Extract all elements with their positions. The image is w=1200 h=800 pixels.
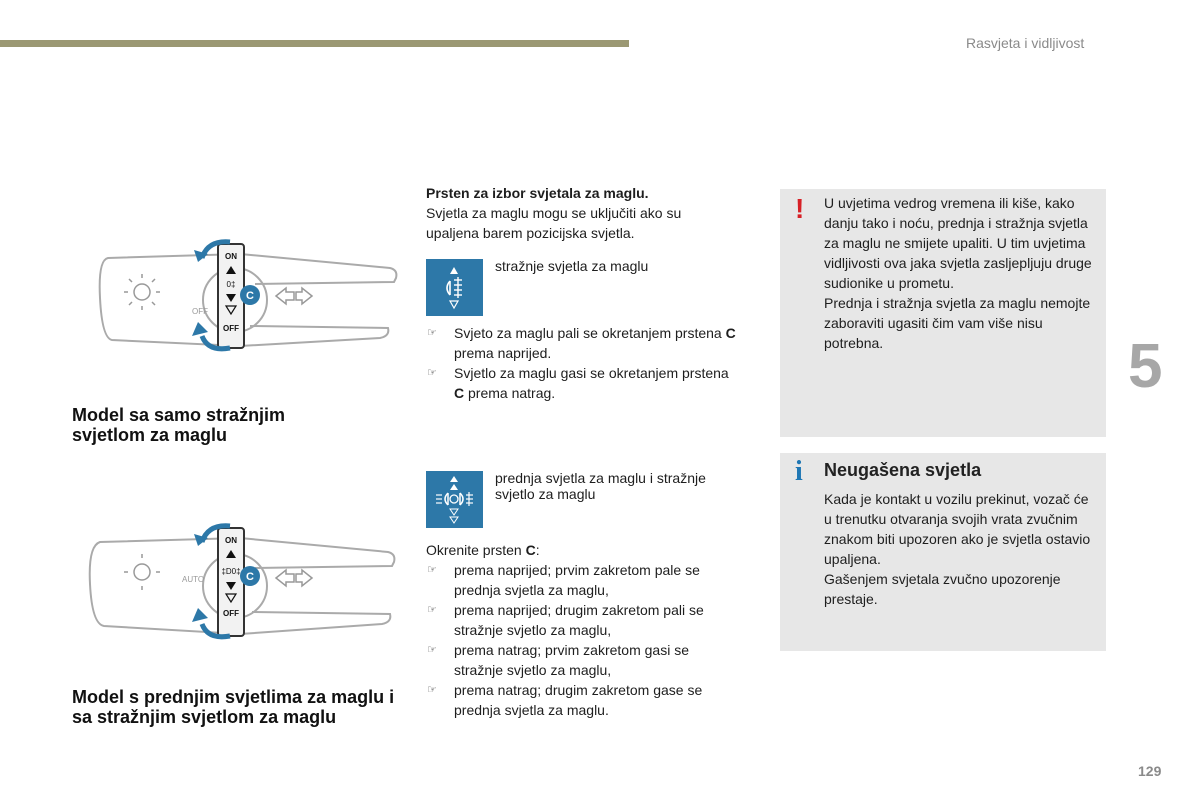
stalk-off-label: OFF	[223, 609, 239, 618]
svg-text:0‡: 0‡	[226, 280, 236, 289]
pointing-hand-icon: ☞	[427, 367, 437, 379]
info-text	[824, 489, 1100, 609]
info-paragraph: Kada je kontakt u vozilu prekinut, vozač će u trenutku otvaranja svojih vrata zvučnim znakom biti upozoren ako je svjetla ostavio upaljena.	[824, 491, 1091, 567]
light-stalk-illustration-front-rear	[70, 512, 400, 662]
rear-only-bullet-list	[426, 323, 736, 403]
front-rear-fog-light-icon	[426, 471, 483, 528]
pointing-hand-icon: ☞	[427, 327, 437, 339]
rear-fog-light-icon	[426, 259, 483, 316]
pointing-hand-icon: ☞	[427, 564, 437, 576]
warning-text	[824, 193, 1100, 353]
ring-title: Prsten za izbor svjetala za maglu.	[426, 185, 649, 201]
list-item: ☞ Svjeto za maglu pali se okretanjem prstena C prema naprijed.	[427, 325, 736, 361]
warning-paragraph: U uvjetima vedrog vremena ili kiše, kako danju tako i noću, prednja i stražnja svjetla za maglu ne smijete upaliti. U tim uvjetima vidljivosti ova jaka svjetla zasljepljuju druge sudionike u prometu.	[824, 195, 1092, 291]
info-paragraph: Gašenjem svjetala zvučno upozorenje prestaje.	[824, 571, 1061, 607]
page-number: 129	[1138, 763, 1162, 779]
svg-text:‡D0‡: ‡D0‡	[221, 567, 241, 576]
section-title: Rasvjeta i vidljivost	[966, 35, 1085, 51]
stalk-off-label: OFF	[223, 324, 239, 333]
list-item: ☞ Svjetlo za maglu gasi se okretanjem prstena C prema natrag.	[427, 365, 729, 401]
info-title: Neugašena svjetla	[824, 460, 982, 480]
front-rear-bullet-list	[426, 560, 736, 720]
ring-c-label: C	[246, 571, 254, 583]
rear-fog-light-caption: stražnje svjetla za maglu	[495, 258, 649, 274]
list-item: ☞ prema natrag; drugim zakretom gase se prednja svjetla za maglu.	[427, 682, 703, 718]
rotate-ring-intro: Okrenite prsten C:	[426, 542, 540, 558]
light-stalk-illustration-rear	[90, 228, 400, 368]
front-rear-fog-light-caption: prednja svjetla za maglu i stražnje svjetlo za maglu	[495, 470, 706, 502]
warning-paragraph: Prednja i stražnja svjetla za maglu nemojte zaboraviti ugasiti čim vam više nisu potrebna.	[824, 295, 1091, 351]
info-icon: i	[795, 456, 803, 487]
top-rule	[0, 40, 629, 47]
pointing-hand-icon: ☞	[427, 644, 437, 656]
model-title-front-rear: Model s prednjim svjetlima za maglu i sa stražnjim svjetlom za maglu	[72, 687, 395, 727]
chapter-number: 5	[1128, 332, 1163, 401]
ring-description: Svjetla za maglu mogu se uključiti ako su upaljena barem pozicijska svjetla.	[426, 205, 682, 241]
pointing-hand-icon: ☞	[427, 684, 437, 696]
stalk-on-label: ON	[225, 252, 237, 261]
stalk-on-label: ON	[225, 536, 237, 545]
list-item: ☞ prema naprijed; prvim zakretom pale se prednja svjetla za maglu,	[427, 562, 700, 598]
ring-c-label: C	[246, 290, 254, 302]
svg-text:OFF: OFF	[192, 307, 208, 316]
model-title-rear-only: Model sa samo stražnjim svjetlom za maglu	[72, 405, 286, 445]
list-item: ☞ prema natrag; prvim zakretom gasi se stražnje svjetlo za maglu,	[427, 642, 689, 678]
list-item: ☞ prema naprijed; drugim zakretom pali se stražnje svjetlo za maglu,	[427, 602, 704, 638]
warning-icon: !	[795, 193, 805, 224]
stalk-auto-label: AUTO	[182, 575, 205, 584]
pointing-hand-icon: ☞	[427, 604, 437, 616]
